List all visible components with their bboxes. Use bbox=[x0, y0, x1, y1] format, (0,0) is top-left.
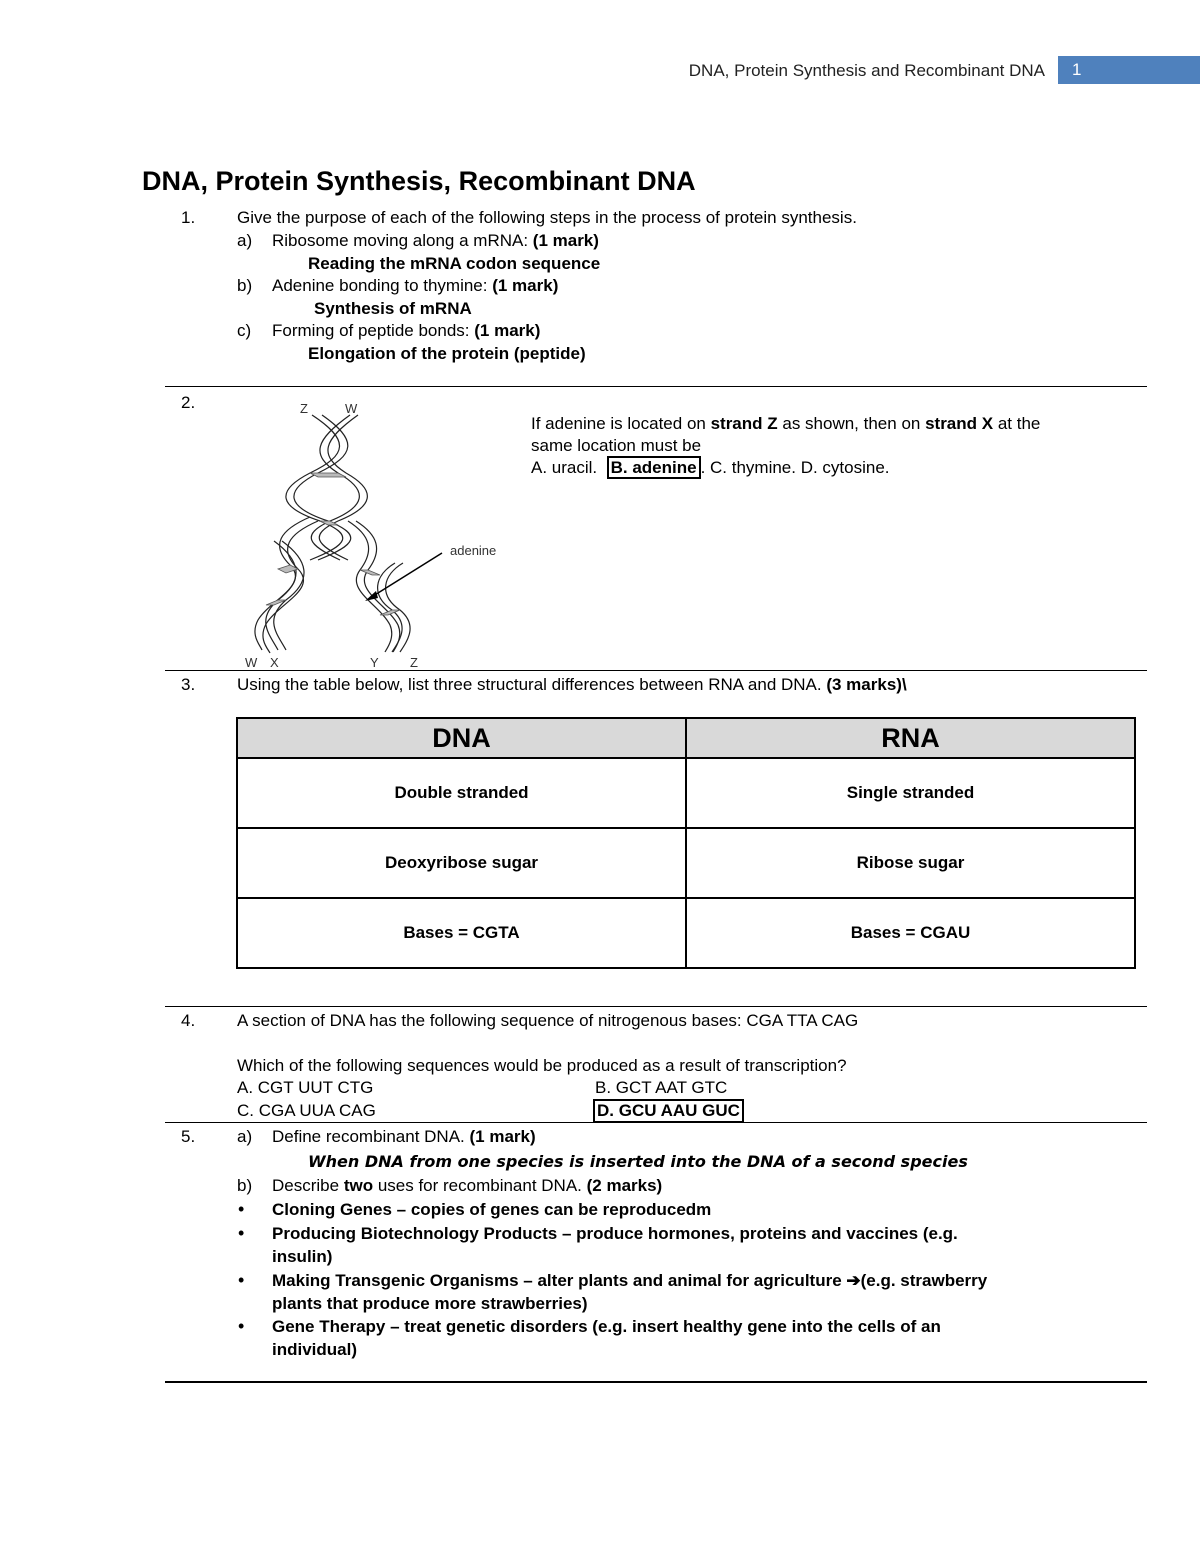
q1c-answer: Elongation of the protein (peptide) bbox=[308, 344, 586, 363]
table-cell: Double stranded bbox=[237, 758, 686, 828]
table-row bbox=[237, 828, 1135, 898]
q2-correct-answer: B. adenine bbox=[607, 456, 701, 479]
dna-helix-diagram bbox=[230, 395, 510, 670]
q4-option-c: C. CGA UUA CAG bbox=[237, 1101, 376, 1120]
table-header-row bbox=[237, 718, 1135, 758]
q1c-label: c) bbox=[237, 321, 252, 340]
q1c-text: Forming of peptide bonds: (1 mark) bbox=[272, 321, 541, 340]
arrow-right-icon: ➔ bbox=[846, 1271, 861, 1290]
q5b-label: b) bbox=[237, 1176, 253, 1195]
strand-label-top-left: Z bbox=[300, 401, 308, 416]
strand-label-bottom-w: W bbox=[245, 655, 258, 670]
q2-question-line2: same location must be bbox=[531, 436, 702, 455]
page-number: 1 bbox=[1058, 56, 1200, 84]
use-gene-therapy: Gene Therapy – treat genetic disorders (e.g. insert healthy gene into the cells of an bbox=[272, 1317, 941, 1336]
q1a-text: Ribosome moving along a mRNA: (1 mark) bbox=[272, 231, 599, 250]
q1b-answer: Synthesis of mRNA bbox=[314, 299, 472, 318]
divider bbox=[165, 670, 1147, 671]
strand-label-bottom-z: Z bbox=[410, 655, 418, 670]
bullet: • bbox=[238, 1199, 245, 1219]
q3-number: 3. bbox=[181, 675, 196, 694]
bullet: • bbox=[238, 1270, 245, 1290]
pointer-label: adenine bbox=[450, 543, 497, 558]
q4-correct-answer: D. GCU AAU GUC bbox=[593, 1099, 744, 1123]
strand-label-bottom-x: X bbox=[270, 655, 279, 670]
table-row bbox=[237, 758, 1135, 828]
q5a-label: a) bbox=[237, 1127, 253, 1146]
divider bbox=[165, 386, 1147, 387]
table-cell: Deoxyribose sugar bbox=[237, 828, 686, 898]
document-title: DNA, Protein Synthesis, Recombinant DNA bbox=[142, 166, 696, 196]
use-gene-therapy-cont: individual) bbox=[272, 1340, 357, 1359]
divider bbox=[165, 1006, 1147, 1007]
q2-question-line1: If adenine is located on strand Z as shown, then on strand X at the bbox=[531, 414, 1041, 433]
table-cell: Bases = CGTA bbox=[237, 898, 686, 968]
q4-number: 4. bbox=[181, 1011, 196, 1030]
use-transgenic-organisms: Making Transgenic Organisms – alter plants and animal for agriculture ➔(e.g. strawberry bbox=[272, 1271, 988, 1290]
q4-option-b: B. GCT AAT GTC bbox=[595, 1078, 728, 1097]
q2-options: A. uracil. B. adenine . C. thymine. D. cytosine. bbox=[531, 458, 890, 477]
table-cell: Bases = CGAU bbox=[686, 898, 1135, 968]
q5a-text: Define recombinant DNA. (1 mark) bbox=[272, 1127, 536, 1146]
strand-label-bottom-y: Y bbox=[370, 655, 379, 670]
divider bbox=[165, 1122, 1147, 1123]
bullet: • bbox=[238, 1223, 245, 1243]
q1b-label: b) bbox=[237, 276, 253, 295]
bullet: • bbox=[238, 1316, 245, 1336]
running-header: DNA, Protein Synthesis and Recombinant DNA bbox=[688, 61, 1045, 80]
q1b-text: Adenine bonding to thymine: (1 mark) bbox=[272, 276, 559, 295]
q5-number: 5. bbox=[181, 1127, 196, 1146]
dna-rna-comparison-table bbox=[236, 717, 1136, 969]
table-cell: Ribose sugar bbox=[686, 828, 1135, 898]
q3-prompt: Using the table below, list three structural differences between RNA and DNA. (3 marks)\ bbox=[237, 675, 907, 694]
use-biotech-products-cont: insulin) bbox=[272, 1247, 333, 1266]
table-header-rna: RNA bbox=[686, 718, 1135, 758]
use-biotech-products: Producing Biotechnology Products – produce hormones, proteins and vaccines (e.g. bbox=[272, 1224, 958, 1243]
q4-option-a: A. CGT UUT CTG bbox=[237, 1078, 374, 1097]
divider bbox=[165, 1381, 1147, 1383]
use-transgenic-organisms-cont: plants that produce more strawberries) bbox=[272, 1294, 588, 1313]
q1a-answer: Reading the mRNA codon sequence bbox=[308, 254, 601, 273]
q1-prompt: Give the purpose of each of the following steps in the process of protein synthesis. bbox=[237, 208, 857, 227]
q1a-label: a) bbox=[237, 231, 253, 250]
q5a-answer: When DNA from one species is inserted into the DNA of a second species bbox=[308, 1152, 968, 1171]
q4-prompt: A section of DNA has the following sequence of nitrogenous bases: CGA TTA CAG bbox=[237, 1011, 859, 1030]
strand-label-top-right: W bbox=[345, 401, 358, 416]
q5b-text: Describe two uses for recombinant DNA. (2 marks) bbox=[272, 1176, 663, 1195]
q1-number: 1. bbox=[181, 208, 196, 227]
q4-question: Which of the following sequences would be produced as a result of transcription? bbox=[237, 1056, 847, 1075]
table-row bbox=[237, 898, 1135, 968]
use-cloning-genes: Cloning Genes – copies of genes can be reproducedm bbox=[272, 1200, 712, 1219]
q2-number: 2. bbox=[181, 393, 196, 412]
table-header-dna: DNA bbox=[237, 718, 686, 758]
table-cell: Single stranded bbox=[686, 758, 1135, 828]
